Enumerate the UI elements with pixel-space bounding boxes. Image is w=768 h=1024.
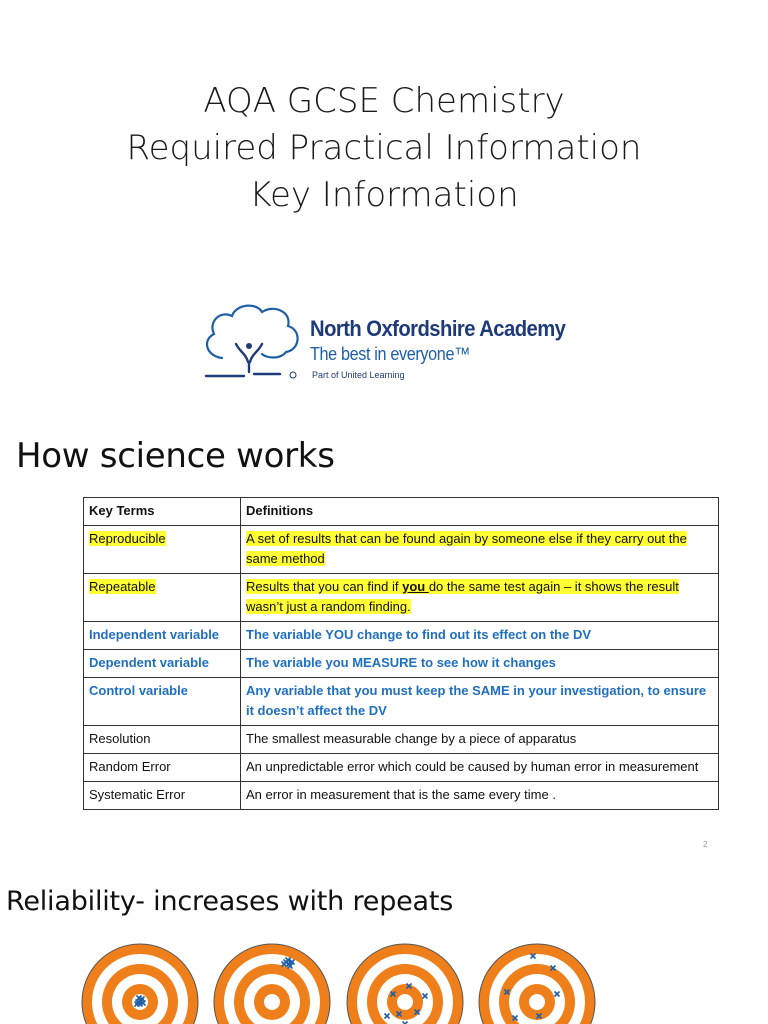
logo-name: North Oxfordshire Academy: [310, 316, 566, 341]
term-cell: Control variable: [84, 678, 241, 726]
table-row: [84, 622, 719, 650]
definition-cell: [241, 574, 719, 622]
definition-cell: [241, 526, 719, 574]
definition-cell: The variable YOU change to find out its effect on the DV: [241, 622, 719, 650]
target-ring: [397, 994, 413, 1010]
table-header-row: [84, 498, 719, 526]
definition-cell: An error in measurement that is the same every time .: [241, 782, 719, 810]
page-number: 2: [703, 840, 708, 849]
table-header-cell: Key Terms: [84, 498, 241, 526]
term-text: Repeatable: [89, 579, 156, 594]
definition-part: Results that you can find if: [246, 579, 403, 594]
term-cell: Systematic Error: [84, 782, 241, 810]
academy-logo: [200, 300, 600, 386]
title-line-3: Key Information: [249, 175, 519, 215]
table-row: [84, 726, 719, 754]
table-row: [84, 526, 719, 574]
term-cell: Dependent variable: [84, 650, 241, 678]
term-cell: [84, 526, 241, 574]
key-terms-table: [83, 497, 719, 810]
term-cell: [84, 574, 241, 622]
definition-cell: Any variable that you must keep the SAME in your investigation, to ensure it doesn’t affect the DV: [241, 678, 719, 726]
table-row: [84, 574, 719, 622]
table-header-cell: Definitions: [241, 498, 719, 526]
definition-text: A set of results that can be found again by someone else if they carry out the same method: [246, 531, 687, 566]
logo-tagline: The best in everyone™: [310, 344, 470, 364]
definition-cell: The smallest measurable change by a piece of apparatus: [241, 726, 719, 754]
targets-illustration: [80, 940, 620, 1024]
target-icon: [479, 944, 595, 1024]
table-row: [84, 754, 719, 782]
term-cell: Random Error: [84, 754, 241, 782]
slide-title: [0, 78, 768, 219]
table-row: [84, 678, 719, 726]
definition-part: do the same test again – it shows the result wasn’t just a random finding.: [246, 579, 679, 614]
term-cell: Resolution: [84, 726, 241, 754]
academy-tree-logo-icon: [200, 300, 310, 386]
target-icon: [214, 944, 330, 1024]
title-line-2: Required Practical Information: [126, 128, 642, 168]
definition-text: [246, 579, 679, 614]
reliability-heading: Reliability- increases with repeats: [6, 886, 454, 917]
table-row: [84, 650, 719, 678]
term-cell: Independent variable: [84, 622, 241, 650]
definition-cell: The variable you MEASURE to see how it changes: [241, 650, 719, 678]
definition-cell: An unpredictable error which could be caused by human error in measurement: [241, 754, 719, 782]
logo-subtitle: Part of United Learning: [312, 370, 405, 380]
section-heading: How science works: [16, 436, 335, 476]
title-line-1: AQA GCSE Chemistry: [203, 81, 565, 121]
target-ring: [264, 994, 280, 1010]
term-text: Reproducible: [89, 531, 166, 546]
definition-emphasis: you: [402, 579, 429, 594]
table-row: [84, 782, 719, 810]
target-icon: [82, 944, 198, 1024]
target-ring: [529, 994, 545, 1010]
target-icon: [347, 944, 463, 1024]
